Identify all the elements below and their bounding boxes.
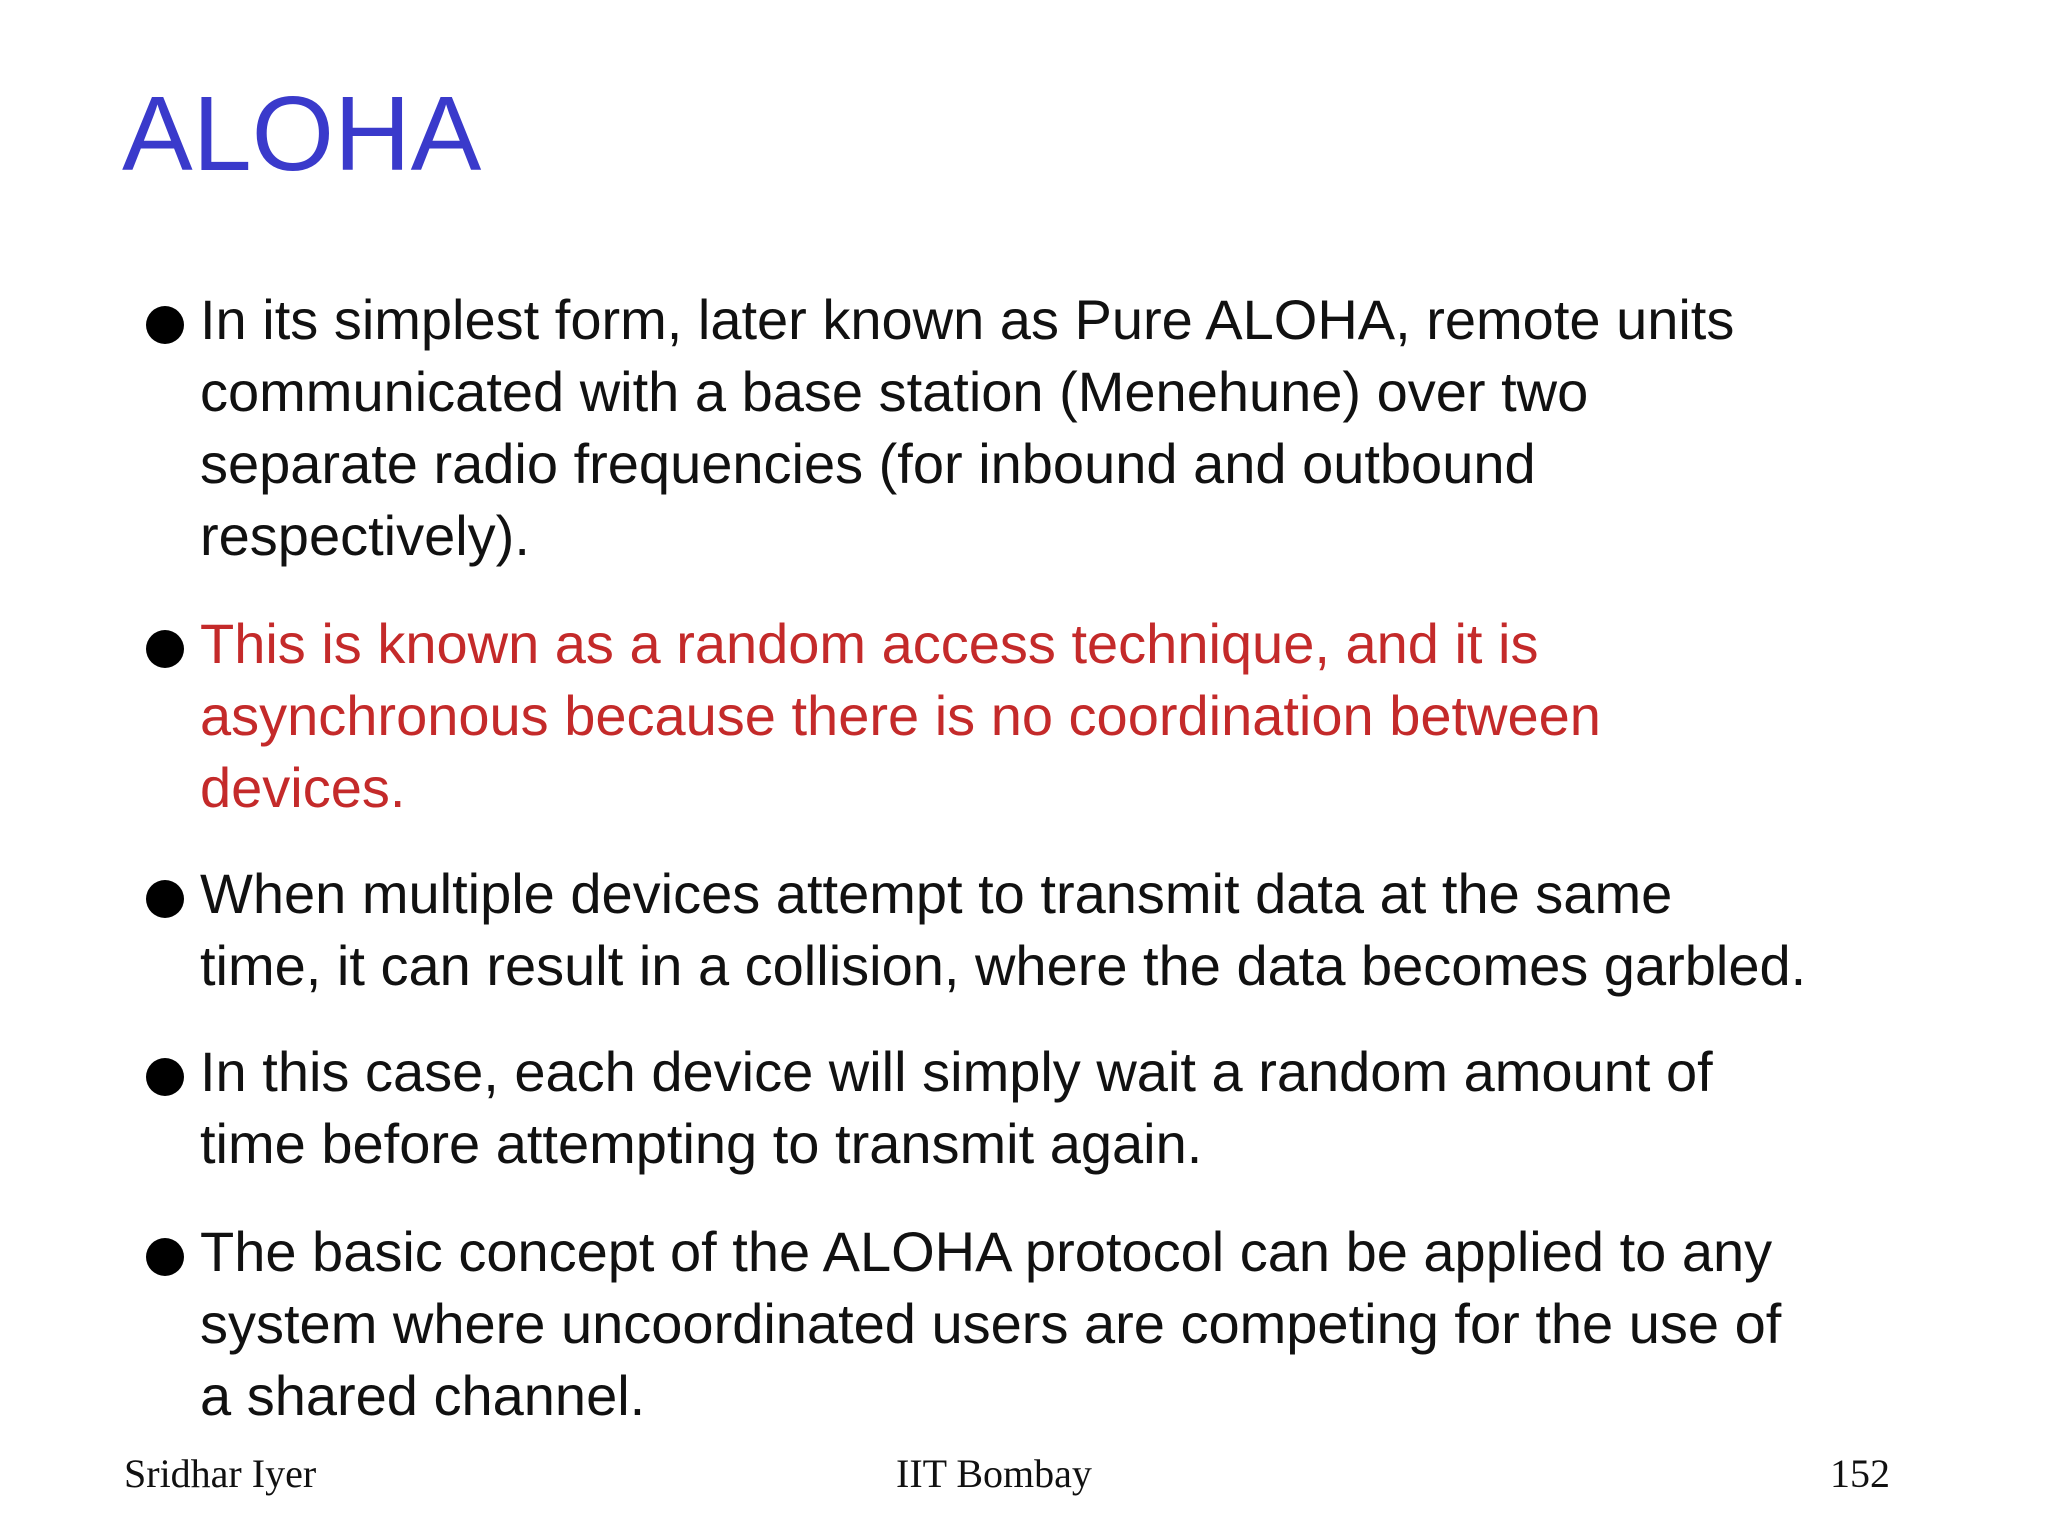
bullet-line: The basic concept of the ALOHA protocol can be applied to any [200,1220,1773,1283]
bullet-line: When multiple devices attempt to transmit data at the same [200,862,1673,925]
bullet-line: In its simplest form, later known as Pure ALOHA, remote units [200,288,1735,351]
bullet-line: system where uncoordinated users are competing for the use of [200,1292,1782,1355]
bullet-line: This is known as a random access technique, and it is [200,612,1539,675]
bullet-dot-icon [146,1058,184,1096]
bullet-line: communicated with a base station (Menehune) over two [200,360,1589,423]
bullet-dot-icon [146,880,184,918]
bullet-text [200,608,1960,824]
bullet-line: a shared channel. [200,1364,646,1427]
bullet-text [200,284,1960,572]
bullet-line: separate radio frequencies (for inbound and outbound [200,432,1536,495]
bullet-line: time before attempting to transmit again. [200,1112,1203,1175]
bullet-line: asynchronous because there is no coordination between [200,684,1601,747]
bullet-text [200,1036,1960,1180]
bullet-dot-icon [146,630,184,668]
footer-page-number: 152 [1830,1451,1890,1496]
bullet-text [200,1216,1960,1432]
bullet-text [200,858,1960,1002]
bullet-line: time, it can result in a collision, where the data becomes garbled. [200,934,1807,997]
slide-title: ALOHA [122,75,482,193]
bullet-dot-icon [146,306,184,344]
footer-author: Sridhar Iyer [124,1451,317,1496]
footer-institution: IIT Bombay [896,1451,1092,1496]
bullet-dot-icon [146,1238,184,1276]
bullet-line: respectively). [200,504,530,567]
bullet-line: devices. [200,756,406,819]
bullet-line: In this case, each device will simply wait a random amount of [200,1040,1713,1103]
